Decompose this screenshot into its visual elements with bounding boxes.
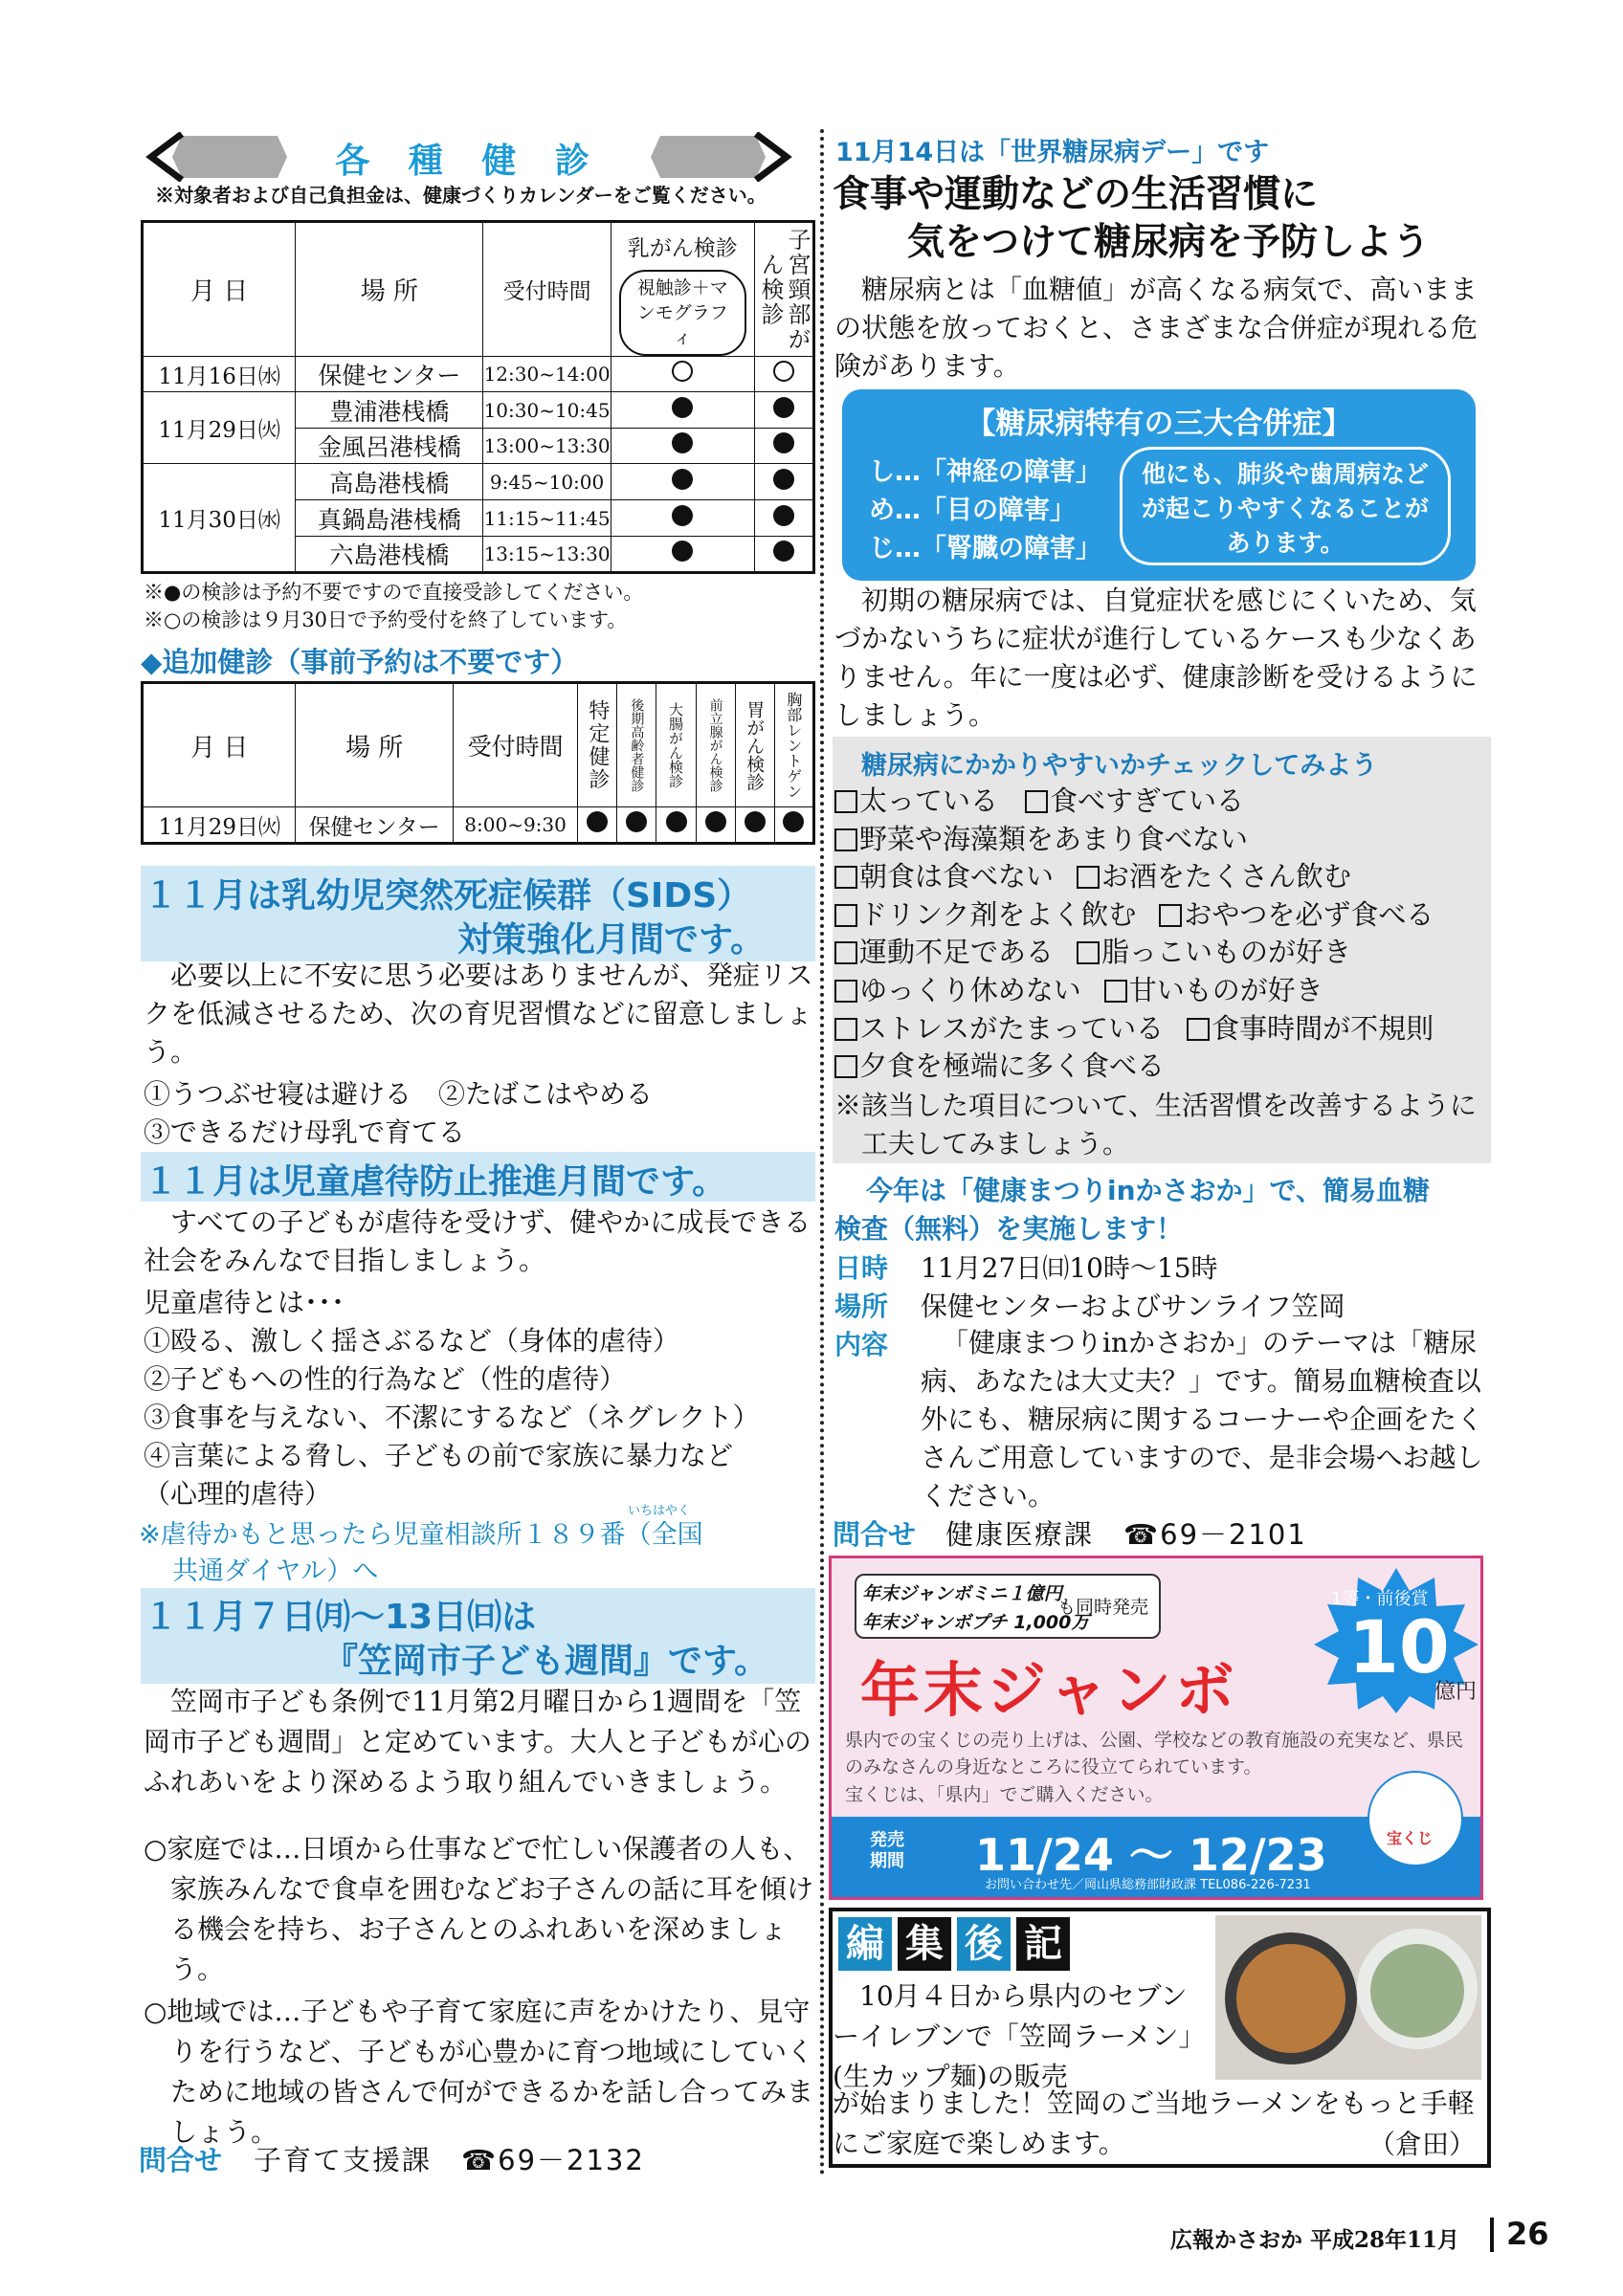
walkin-mark xyxy=(773,469,794,490)
ramen-photo xyxy=(1215,1915,1481,2080)
lottery-desc: 県内での宝くじの売り上げは、公園、学校などの教育施設の充実など、県民のみなさんの身近なところに役立てられています。 xyxy=(845,1730,1464,1777)
checklist-title: 糖尿病にかかりやすいかチェックしてみよう xyxy=(861,751,1378,781)
page-number: 26 xyxy=(1506,2216,1549,2252)
abuse-item-4b: （心理的虐待） xyxy=(144,1478,332,1510)
diabetes-body-1: 糖尿病とは「血糖値」が高くなる病気で、高いままの状態を放っておくと、さまざまな合併症が現れる危険があります。 xyxy=(834,274,1478,382)
event-place: 保健センターおよびサンライフ笠岡 xyxy=(921,1291,1345,1322)
checkup-table xyxy=(141,220,815,574)
lottery-period-label: 発売期間 xyxy=(870,1830,904,1871)
abuse-item-4: ④言葉による脅し、子どもの前で家族に暴力など xyxy=(144,1440,734,1471)
col-colon: 大腸がん検診 xyxy=(667,702,685,788)
lottery-title: 年末ジャンボ xyxy=(860,1655,1238,1725)
table-row: 11月29日㈫ 保健センター 8:00~9:30 xyxy=(143,807,814,844)
footer-divider xyxy=(1490,2218,1494,2252)
sids-body: 必要以上に不安に思う必要はありませんが、発症リスクを低減させるため、次の育児習慣などに留意しましょう。 xyxy=(144,960,813,1068)
checkbox[interactable] xyxy=(834,1055,857,1078)
col-place: 場 所 xyxy=(360,277,418,306)
lottery-petit: 年末ジャンボプチ 1,000万 xyxy=(862,1612,1090,1633)
check-row: 朝食は食べない お酒をたくさん飲む xyxy=(834,858,1434,896)
walkin-mark xyxy=(672,397,693,418)
checkup-note: ※対象者および自己負担金は、健康づくりカレンダーをご覧ください。 xyxy=(155,184,767,207)
column-divider xyxy=(820,129,824,2176)
col-breast-sub: 視触診＋マンモグラフィ xyxy=(619,270,746,356)
event-title-2: 検査（無料）を実施します！ xyxy=(834,1213,1184,1245)
check-row: ドリンク剤をよく飲む おやつを必ず食べる xyxy=(834,896,1434,935)
check-row: ゆっくり休めない 甘いものが好き xyxy=(834,972,1434,1010)
diabetes-body-2: 初期の糖尿病では、自覚症状を感じにくいため、気づかないうちに症状が進行しているケースも少なくありません。年に一度は必ず、健康診断を受けるようにしましょう。 xyxy=(834,585,1478,731)
week-body: 笠岡市子ども条例で11月第2月曜日から1週間を「笠岡市子ども週間」と定めています。大人と子どもが心のふれあいをより深めるよう取り組んでいきましょう。 xyxy=(144,1686,812,1798)
checkup-note-1: ※●の検診は予約不要ですので直接受診してください。 xyxy=(144,581,644,604)
table-row: 11月30日㈬ 高島港桟橋 9:45~10:00 xyxy=(143,464,814,500)
complication-1: し…「神経の障害」 xyxy=(869,457,1101,487)
week-contact-label: 問合せ xyxy=(139,2144,223,2176)
checkbox[interactable] xyxy=(834,980,857,1003)
check-row: 夕食を極端に多く食べる xyxy=(834,1048,1434,1086)
additional-table: 月 日 場 所 受付時間 特定健診 後期高齢者健診 大腸がん検診 前立腺がん検診 胃がん検診 胸部レントゲン 11月29日㈫ 保健センター 8:00~9:30 xyxy=(141,681,815,845)
sids-title-1: １１月は乳幼児突然死症候群（SIDS） xyxy=(144,876,752,916)
event-date: 11月27日㈰10時～15時 xyxy=(921,1252,1218,1284)
checkup-title: 各 種 健 診 xyxy=(335,142,603,181)
lottery-inquiry: お問い合わせ先／岡山県総務部財政課 TEL086-226-7231 xyxy=(985,1878,1311,1892)
table-row: 11月29日㈫ 豊浦港桟橋 10:30~10:45 xyxy=(143,392,814,429)
table-row: 11月16日㈬ 保健センター 12:30~14:00 xyxy=(143,357,814,392)
check-row: 野菜や海藻類をあまり食べない xyxy=(834,821,1434,859)
sids-item-1: ①うつぶせ寝は避ける ②たばこはやめる xyxy=(144,1078,654,1110)
checkup-banner xyxy=(144,132,794,182)
walkin-mark xyxy=(773,541,794,562)
editor-sign: （倉田） xyxy=(1368,2129,1477,2160)
walkin-mark xyxy=(672,505,693,526)
ramen-noodles-2 xyxy=(1370,1944,1464,2038)
col-xray: 胸部レントゲン xyxy=(784,692,803,799)
week-title-1: １１月７日㈪～13日㈰は xyxy=(144,1598,537,1637)
diabetes-kicker: 11月14日は「世界糖尿病デー」です xyxy=(835,138,1270,167)
complication-2: め…「目の障害」 xyxy=(869,496,1076,525)
walkin-mark xyxy=(672,432,693,453)
checkbox[interactable] xyxy=(834,790,857,813)
lottery-mascot-text: 宝くじ xyxy=(1387,1829,1434,1847)
editor-char: 編 xyxy=(838,1917,892,1971)
abuse-body: すべての子どもが虐待を受けず、健やかに成長できる社会をみんなで目指しましょう。 xyxy=(144,1206,812,1276)
diabetes-contact-label: 問合せ xyxy=(833,1518,917,1551)
table-row: 六島港桟橋 13:15~13:30 xyxy=(143,537,814,573)
editor-body-2: が始まりました！笠岡のご当地ラーメンをもっと手軽にご家庭で楽しめます。 xyxy=(833,2087,1475,2159)
col-time: 受付時間 xyxy=(502,279,591,304)
event-content-label: 内容 xyxy=(834,1329,889,1360)
col-stomach: 胃がん検診 xyxy=(744,699,766,791)
checkbox[interactable] xyxy=(834,828,857,851)
prize-amount: 10 xyxy=(1348,1604,1450,1689)
editor-body-1: 10月４日から県内のセブンーイレブンで「笠岡ラーメン」(生カップ麺)の販売 xyxy=(833,1980,1206,2092)
table-row: 真鍋島港桟橋 11:15~11:45 xyxy=(143,500,814,537)
week-home: ○家庭では…日頃から仕事などで忙しい保護者の人も、家族みんなで食卓を囲むなどお子さんの話に耳を傾ける機会を持ち、お子さんとのふれあいを深めましょう。 xyxy=(144,1833,814,1985)
diabetes-title-2: 気をつけて糖尿病を予防しよう xyxy=(907,221,1431,264)
complication-3: じ…「腎臓の障害」 xyxy=(869,534,1101,563)
checkbox[interactable] xyxy=(1077,941,1100,964)
editor-char: 記 xyxy=(1016,1917,1070,1971)
abuse-item-1: ①殴る、激しく揺さぶるなど（身体的虐待） xyxy=(144,1325,680,1357)
abuse-note-2: 共通ダイヤル）へ xyxy=(172,1556,379,1586)
abuse-note-1: ※虐待かもと思ったら児童相談所１８９番（全国 xyxy=(139,1520,703,1550)
event-place-label: 場所 xyxy=(834,1291,889,1322)
event-content: 「健康まつりinかさおか」のテーマは「糖尿病、あなたは大丈夫？」です。簡易血糖検査以外にも、糖尿病に関するコーナーや企画をたくさんご用意していますので、是非会場へお越しください。 xyxy=(921,1327,1484,1512)
abuse-lead: 児童虐待とは･･･ xyxy=(144,1287,345,1318)
checkbox[interactable] xyxy=(1159,904,1182,927)
checkbox[interactable] xyxy=(834,866,857,889)
lottery-buy: 宝くじは、「県内」でご購入ください。 xyxy=(845,1784,1164,1805)
walkin-mark xyxy=(773,432,794,453)
col-prostate: 前立腺がん検診 xyxy=(707,698,723,792)
diabetes-contact: 健康医療課 ☎69－2101 xyxy=(945,1518,1307,1551)
check-row: 運動不足である 脂っこいものが好き xyxy=(834,934,1434,972)
editor-char: 集 xyxy=(898,1917,951,1971)
lottery-simul: も同時発売 xyxy=(1057,1597,1149,1618)
walkin-mark xyxy=(672,469,693,490)
checkbox[interactable] xyxy=(1187,1018,1210,1041)
check-row: 太っている 食べすぎている xyxy=(834,783,1434,821)
event-title-1: 今年は「健康まつりinかさおか」で、簡易血糖 xyxy=(866,1175,1430,1206)
lottery-ad xyxy=(829,1556,1483,1900)
checkbox[interactable] xyxy=(1077,866,1100,889)
check-row: ストレスがたまっている 食事時間が不規則 xyxy=(834,1010,1434,1049)
checkbox[interactable] xyxy=(834,904,857,927)
week-contact: 子育て支援課 ☎69－2132 xyxy=(254,2144,645,2176)
walkin-mark xyxy=(773,505,794,526)
checklist-note: ※該当した項目について、生活習慣を改善するように工夫してみましょう。 xyxy=(834,1090,1477,1159)
abuse-item-3: ③食事を与えない、不潔にするなど（ネグレクト） xyxy=(144,1402,760,1433)
col-uterus: 子宮頸部がん検診 xyxy=(756,227,811,352)
col-tokutei: 特定健診 xyxy=(585,699,610,791)
additional-title: ◆追加健診（事前予約は不要です） xyxy=(141,646,579,678)
lottery-period: 11/24 ～ 12/23 xyxy=(975,1829,1327,1881)
complications-other: 他にも、肺炎や歯周病などが起こりやすくなることがあります。 xyxy=(1120,447,1451,565)
table-row: 金風呂港桟橋 13:00~13:30 xyxy=(143,429,814,464)
reserved-mark xyxy=(672,361,693,382)
editor-char: 後 xyxy=(957,1917,1011,1971)
lottery-mini: 年末ジャンボミニ１億円 xyxy=(862,1583,1062,1604)
reserved-mark xyxy=(773,361,794,382)
abuse-item-2: ②子どもへの性的行為など（性的虐待） xyxy=(144,1363,627,1395)
week-title-2: 『笠岡市子ども週間』です。 xyxy=(323,1642,769,1681)
walkin-mark xyxy=(773,397,794,418)
checkbox[interactable] xyxy=(1104,980,1127,1003)
col-breast: 乳がん検診 xyxy=(627,236,738,261)
checklist xyxy=(834,783,1434,1086)
checkbox[interactable] xyxy=(1025,790,1048,813)
walkin-mark xyxy=(672,541,693,562)
prize-unit: 億円 xyxy=(1434,1680,1478,1704)
complications-box xyxy=(842,389,1476,581)
checkup-note-2: ※○の検診は９月30日で予約受付を終了しています。 xyxy=(144,608,628,631)
sids-item-2: ③できるだけ母乳で育てる xyxy=(144,1116,466,1148)
checkbox[interactable] xyxy=(834,1018,857,1041)
abuse-title: １１月は児童虐待防止推進月間です。 xyxy=(144,1162,727,1202)
editor-heading xyxy=(838,1917,1070,1975)
lottery-mascot xyxy=(1367,1771,1463,1866)
complications-title: 【糖尿病特有の三大合併症】 xyxy=(966,407,1352,441)
col-elderly: 後期高齢者健診 xyxy=(629,698,645,792)
week-community: ○地域では…子どもや子育て家庭に声をかけたり、見守りを行うなど、子どもが心豊かに育つ地域にしていくために地域の皆さんで何ができるかを話し合ってみましょう。 xyxy=(144,1996,814,2148)
diabetes-title-1: 食事や運動などの生活習慣に xyxy=(833,173,1319,216)
ramen-noodles-1 xyxy=(1236,1944,1345,2053)
col-date: 月 日 xyxy=(189,277,249,306)
prize-label: 1等・前後賞 xyxy=(1331,1589,1429,1609)
hotline-ruby: いちはやく xyxy=(628,1504,691,1518)
sids-title-2: 対策強化月間です。 xyxy=(457,920,766,960)
event-date-label: 日時 xyxy=(834,1252,889,1284)
footer-publication: 広報かさおか 平成28年11月 xyxy=(1170,2227,1460,2253)
checkbox[interactable] xyxy=(834,941,857,964)
